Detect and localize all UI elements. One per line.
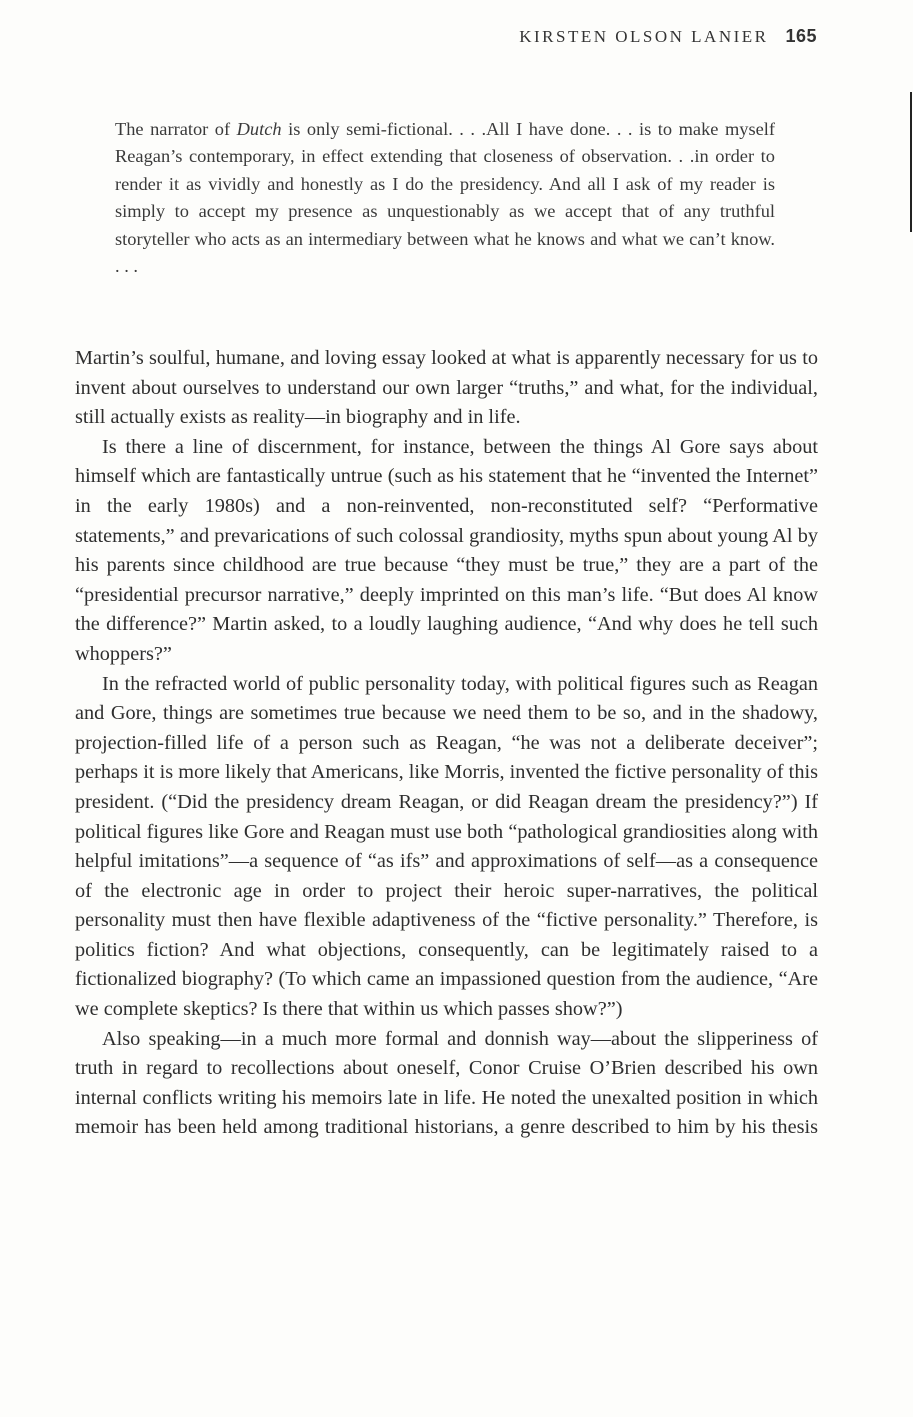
body-text [75,344,818,1143]
book-title: Dutch [236,119,282,139]
running-head [519,26,817,48]
page-edge-mark [910,92,912,232]
paragraph-2: Is there a line of discernment, for instance, between the things Al Gore says about himself which are fantastically untrue (such as his statement that he “invented the Internet” in the early 1980s) and a non-reinvented, non-reconstituted self? “Performative statements,” and prevarications of such colossal grandiosity, myths spun about young Al by his parents since childhood are true because “they must be true,” they are a part of the “presidential precursor narrative,” deeply imprinted on this man’s life. “But does Al know the difference?” Martin asked, to a loudly laughing audience, “And why does he tell such whoppers?” [75,435,818,665]
block-quote [115,116,775,280]
block-quote-paragraph [115,116,775,280]
paragraph-4: Also speaking—in a much more formal and donnish way—about the slipperiness of truth in regard to recollections about oneself, Conor Cruise O’Brien described his own internal conflicts writing his memoirs late in life. He noted the unexalted position in which memoir has been held among traditional historians, a genre described to him by his thesis [75,1027,818,1139]
paragraph-1: Martin’s soulful, humane, and loving essay looked at what is apparently necessary for us to invent about ourselves to understand our own larger “truths,” and what, for the individual, still actually exists as reality—in biography and in life. [75,347,818,429]
page-number: 165 [785,26,817,46]
paragraph-3: In the refracted world of public personality today, with political figures such as Reagan and Gore, things are sometimes true because we need them to be so, and in the shadowy, projection-filled life of a person such as Reagan, “he was not a deliberate deceiver”; perhaps it is more likely that Americans, like Morris, invented the fictive personality of this president. (“Did the presidency dream Reagan, or did Reagan dream the presidency?”) If political figures like Gore and Reagan must use both “pathological grandiosities along with helpful imitations”—a sequence of “as ifs” and approximations of self—as a consequence of the electronic age in order to project their heroic super-narratives, the political personality must then have flexible adaptiveness of the “fictive personality.” Therefore, is politics fiction? And what objections, consequently, can be legitimately raised to a fictionalized biography? (To which came an impassioned question from the audience, “Are we complete skeptics? Is there that within us which passes show?”) [75,672,818,1021]
author-name: KIRSTEN OLSON LANIER [519,27,769,46]
quote-text-start: The narrator of [115,119,237,139]
quote-text-rest: is only semi-fictional. . . .All I have done. . . is to make myself Reagan’s contemporary, in effect extending that closeness of observation. . .in order to render it as vividly and honestly as I do the presidency. And all I ask of my reader is simply to accept my presence as unquestionably as we accept that of any truthful storyteller who acts as an intermediary between what he knows and what we can’t know. . . . [115,119,775,277]
